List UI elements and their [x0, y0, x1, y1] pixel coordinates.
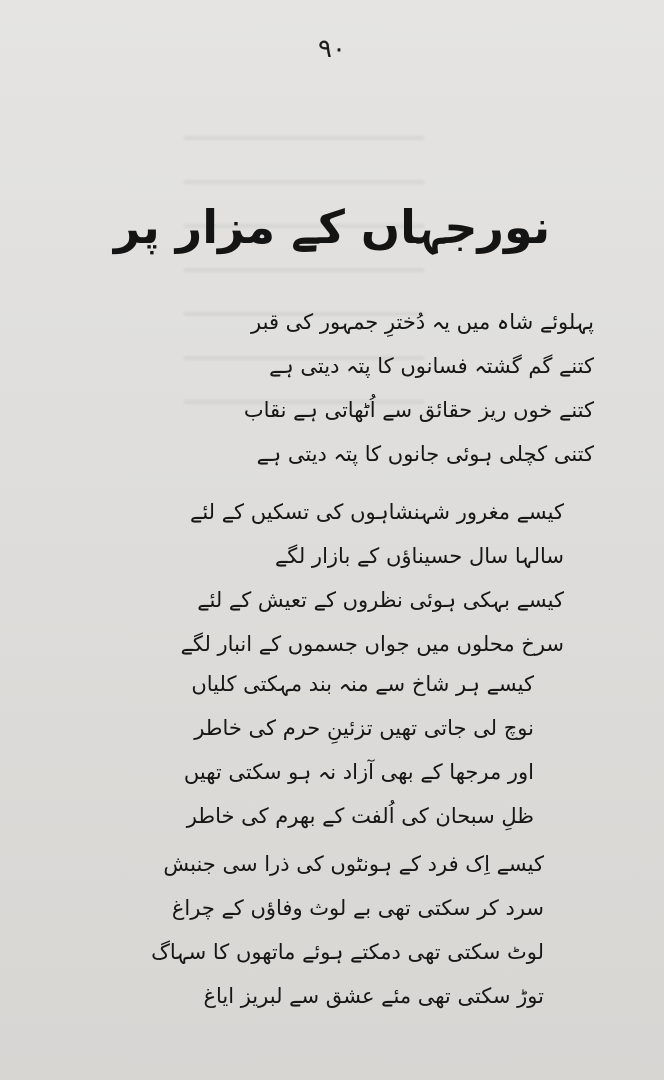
stanza-3 — [184, 662, 534, 838]
verse-line: کتنی کچلی ہوئی جانوں کا پتہ دیتی ہے — [256, 442, 594, 466]
verse-line: لوٹ سکتی تھی دمکتے ہوئے ماتھوں کا سہاگ — [151, 940, 544, 964]
poem-title: نورجہاں کے مزار پر — [113, 200, 551, 254]
verse-line: کیسے ہر شاخ سے منہ بند مہکتی کلیاں — [191, 672, 534, 696]
stanza-1 — [244, 300, 594, 476]
verse-line: توڑ سکتی تھی مئے عشق سے لبریز ایاغ — [203, 984, 544, 1008]
verse-line: ظلِ سبحان کی اُلفت کے بھرم کی خاطر — [186, 804, 534, 828]
verse-line: کتنے گم گشتہ فسانوں کا پتہ دیتی ہے — [269, 354, 594, 378]
verse-line: نوچ لی جاتی تھیں تزئینِ حرم کی خاطر — [194, 716, 534, 740]
verse-line: کیسے اِک فرد کے ہونٹوں کی ذرا سی جنبش — [163, 852, 544, 876]
verse-line: سرد کر سکتی تھی بے لوث وفاؤں کے چراغ — [171, 896, 544, 920]
verse-line: کتنے خوں ریز حقائق سے اُٹھاتی ہے نقاب — [243, 398, 594, 422]
verse-line: کیسے بہکی ہوئی نظروں کے تعیش کے لئے — [197, 588, 564, 612]
page-number: ۹۰ — [318, 34, 346, 64]
verse-line: اور مرجھا کے بھی آزاد نہ ہو سکتی تھیں — [183, 760, 534, 784]
stanza-4 — [151, 842, 544, 1018]
verse-line: سالہا سال حسیناؤں کے بازار لگے — [274, 544, 564, 568]
stanza-2 — [181, 490, 564, 666]
verse-line: سرخ محلوں میں جواں جسموں کے انبار لگے — [180, 632, 564, 656]
verse-line: کیسے مغرور شہنشاہوں کی تسکیں کے لئے — [190, 500, 564, 524]
verse-line: پہلوئے شاہ میں یہ دُخترِ جمہور کی قبر — [251, 310, 594, 334]
